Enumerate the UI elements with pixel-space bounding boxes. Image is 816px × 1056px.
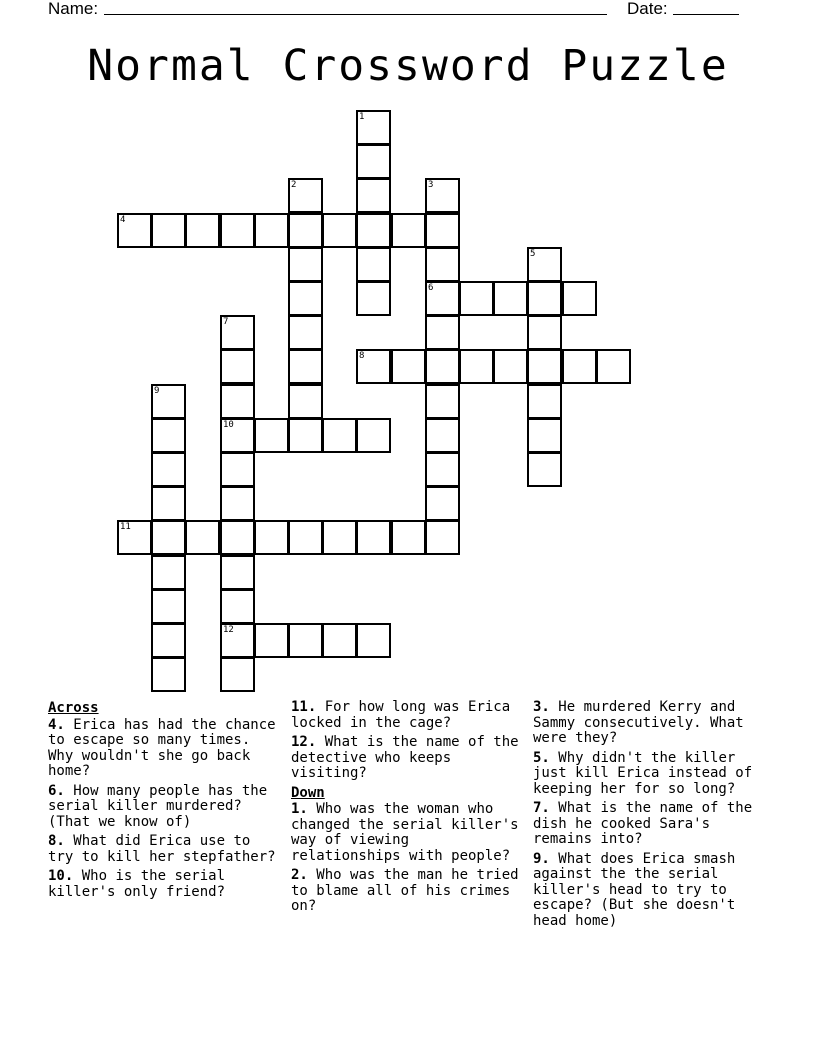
grid-cell[interactable] [288, 281, 323, 316]
cell-number: 5 [530, 249, 536, 259]
grid-cell[interactable] [527, 418, 562, 453]
grid-cell[interactable] [254, 520, 289, 555]
grid-cell[interactable] [527, 452, 562, 487]
cell-number: 1 [359, 112, 365, 122]
grid-cell[interactable] [288, 247, 323, 282]
grid-cell[interactable] [356, 623, 391, 658]
grid-cell[interactable] [220, 349, 255, 384]
grid-cell[interactable] [425, 418, 460, 453]
grid-cell[interactable] [356, 418, 391, 453]
grid-cell[interactable] [288, 520, 323, 555]
clue-across-10: 10. Who is the serial killer's only friend? [48, 868, 226, 900]
page-title: Normal Crossword Puzzle [87, 41, 729, 91]
grid-cell[interactable] [425, 486, 460, 521]
grid-cell[interactable] [220, 418, 255, 453]
clue-across-11: 11. For how long was Erica locked in the cage? [291, 699, 511, 731]
grid-cell[interactable] [562, 281, 597, 316]
grid-cell[interactable] [220, 315, 255, 350]
grid-cell[interactable] [425, 213, 460, 248]
grid-cell[interactable] [527, 384, 562, 419]
grid-cell[interactable] [220, 384, 255, 419]
grid-cell[interactable] [220, 589, 255, 624]
cell-number: 4 [120, 215, 126, 225]
grid-cell[interactable] [527, 349, 562, 384]
cell-number: 7 [223, 317, 229, 327]
grid-cell[interactable] [356, 178, 391, 213]
clue-across-8: 8. What did Erica use to try to kill her stepfather? [48, 833, 276, 865]
grid-cell[interactable] [151, 555, 186, 590]
grid-cell[interactable] [425, 520, 460, 555]
grid-cell[interactable] [322, 213, 357, 248]
grid-cell[interactable] [254, 418, 289, 453]
grid-cell[interactable] [356, 110, 391, 145]
grid-cell[interactable] [391, 349, 426, 384]
grid-cell[interactable] [493, 281, 528, 316]
clue-down-5: 5. Why didn't the killer just kill Erica instead of keeping her for so long? [533, 749, 753, 797]
clues-column-1 [48, 700, 280, 904]
cell-number: 2 [291, 180, 297, 190]
clues-column-3 [533, 700, 765, 933]
grid-cell[interactable] [254, 623, 289, 658]
clue-down-2: 2. Who was the man he tried to blame all of his crimes on? [291, 867, 519, 914]
grid-cell[interactable] [288, 384, 323, 419]
clue-down-7: 7. What is the name of the dish he cooked Sara's remains into? [533, 800, 753, 847]
grid-cell[interactable] [527, 315, 562, 350]
grid-cell[interactable] [425, 452, 460, 487]
grid-cell[interactable] [151, 520, 186, 555]
clues-column-2 [291, 700, 523, 919]
grid-cell[interactable] [425, 315, 460, 350]
grid-cell[interactable] [288, 349, 323, 384]
clue-across-4: 4. Erica has had the chance to escape so many times. Why wouldn't she go back home? [48, 716, 276, 779]
grid-cell[interactable] [288, 418, 323, 453]
grid-cell[interactable] [117, 520, 152, 555]
grid-cell[interactable] [459, 281, 494, 316]
grid-cell[interactable] [391, 213, 426, 248]
grid-cell[interactable] [356, 144, 391, 179]
name-label: Name: [48, 0, 99, 18]
grid-cell[interactable] [220, 486, 255, 521]
grid-cell[interactable] [356, 247, 391, 282]
grid-cell[interactable] [220, 213, 255, 248]
grid-cell[interactable] [322, 520, 357, 555]
grid-cell[interactable] [151, 589, 186, 624]
grid-cell[interactable] [288, 315, 323, 350]
grid-cell[interactable] [185, 520, 220, 555]
clue-down-9: 9. What does Erica smash against the the serial killer's head to try to escape? (But she doesn't head home) [533, 850, 736, 929]
grid-cell[interactable] [356, 281, 391, 316]
grid-cell[interactable] [425, 349, 460, 384]
grid-cell[interactable] [562, 349, 597, 384]
grid-cell[interactable] [151, 657, 186, 692]
grid-cell[interactable] [527, 247, 562, 282]
grid-cell[interactable] [220, 657, 255, 692]
clue-down-1: 1. Who was the woman who changed the serial killer's way of viewing relationships with people? [291, 801, 519, 864]
grid-cell[interactable] [322, 623, 357, 658]
grid-cell[interactable] [425, 384, 460, 419]
grid-cell[interactable] [185, 213, 220, 248]
cell-number: 9 [154, 386, 160, 396]
grid-cell[interactable] [356, 349, 391, 384]
grid-cell[interactable] [151, 623, 186, 658]
grid-cell[interactable] [254, 213, 289, 248]
cell-number: 3 [428, 180, 434, 190]
grid-cell[interactable] [356, 213, 391, 248]
grid-cell[interactable] [220, 520, 255, 555]
clue-down-3: 3. He murdered Kerry and Sammy consecutively. What were they? [533, 699, 744, 746]
grid-cell[interactable] [459, 349, 494, 384]
grid-cell[interactable] [527, 281, 562, 316]
grid-cell[interactable] [288, 623, 323, 658]
grid-cell[interactable] [356, 520, 391, 555]
grid-cell[interactable] [425, 178, 460, 213]
grid-cell[interactable] [151, 418, 186, 453]
grid-cell[interactable] [220, 623, 255, 658]
grid-cell[interactable] [288, 213, 323, 248]
clue-across-6: 6. How many people has the serial killer murdered? (That we know of) [48, 782, 268, 830]
clue-across-12: 12. What is the name of the detective who keeps visiting? [291, 734, 519, 781]
across-heading: Across [48, 700, 99, 716]
grid-cell[interactable] [391, 520, 426, 555]
grid-cell[interactable] [151, 384, 186, 419]
grid-cell[interactable] [425, 281, 460, 316]
grid-cell[interactable] [493, 349, 528, 384]
grid-cell[interactable] [151, 452, 186, 487]
grid-cell[interactable] [425, 247, 460, 282]
cell-number: 10 [223, 420, 234, 430]
grid-cell[interactable] [596, 349, 631, 384]
cell-number: 8 [359, 351, 365, 361]
grid-cell[interactable] [151, 486, 186, 521]
grid-cell[interactable] [322, 418, 357, 453]
grid-cell[interactable] [288, 178, 323, 213]
grid-cell[interactable] [117, 213, 152, 248]
cell-number: 6 [428, 283, 434, 293]
cell-number: 12 [223, 625, 234, 635]
grid-cell[interactable] [151, 213, 186, 248]
grid-cell[interactable] [220, 555, 255, 590]
date-label: Date: [627, 0, 668, 18]
down-heading: Down [291, 784, 325, 801]
grid-cell[interactable] [220, 452, 255, 487]
cell-number: 11 [120, 522, 131, 532]
